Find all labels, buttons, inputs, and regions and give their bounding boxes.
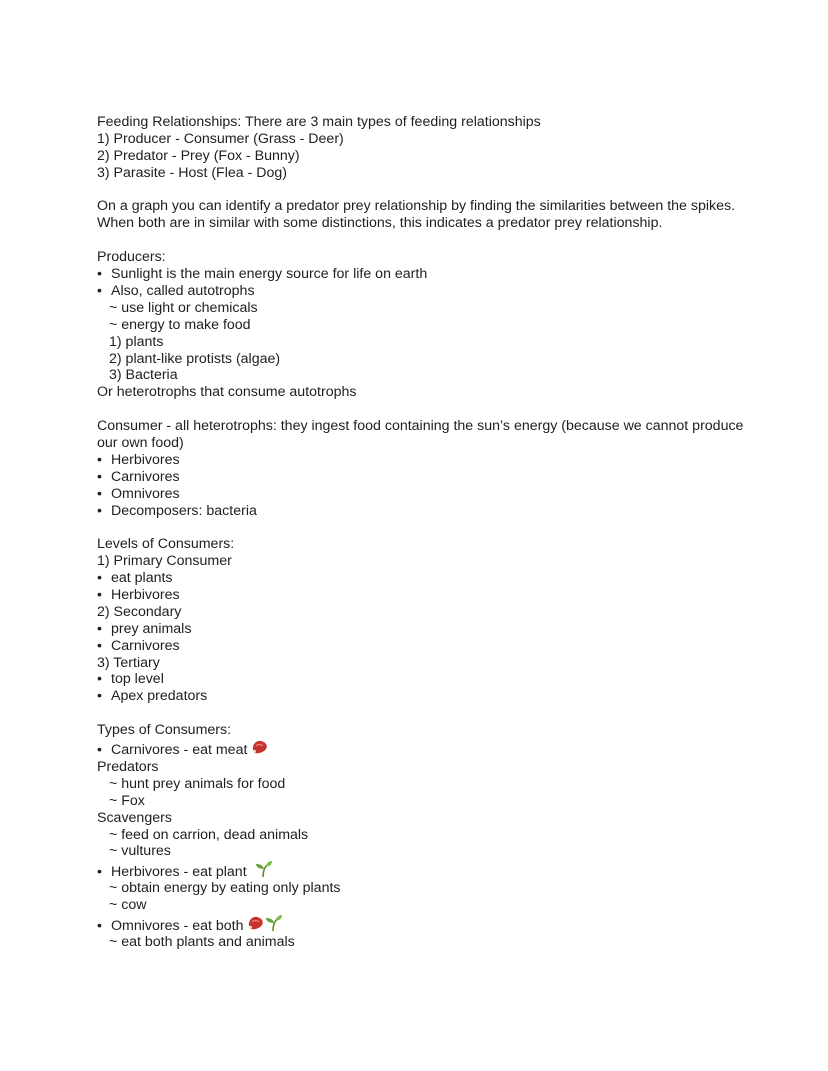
producer-type: 2) plant-like protists (algae) <box>109 350 281 367</box>
level-title: 1) Primary Consumer <box>97 553 232 570</box>
bullet-text: Carnivores <box>111 637 180 654</box>
bullet-glyph: • <box>97 468 102 485</box>
sub-item: ~ Fox <box>109 792 145 809</box>
bullet-text: Also, called autotrophs <box>111 282 255 299</box>
bullet-text: Apex predators <box>111 688 208 705</box>
sub-item: ~ hunt prey animals for food <box>109 775 286 792</box>
bullet-item <box>97 486 757 503</box>
bullet-item <box>97 621 757 638</box>
bullet-glyph: • <box>97 864 102 881</box>
bullet-text: Decomposers: bacteria <box>111 502 257 519</box>
bullet-glyph: • <box>97 637 102 654</box>
sub-item: ~ eat both plants and animals <box>109 934 295 951</box>
scavengers-label: Scavengers <box>97 809 172 826</box>
bullet-item <box>97 503 757 520</box>
types-heading: Types of Consumers: <box>97 722 232 739</box>
bullet-item <box>97 739 757 759</box>
bullet-glyph: • <box>97 688 102 705</box>
bullet-glyph: • <box>97 282 102 299</box>
bullet-glyph: • <box>97 451 102 468</box>
levels-heading: Levels of Consumers: <box>97 536 235 553</box>
bullet-glyph: • <box>97 620 102 637</box>
feeding-item: 1) Producer - Consumer (Grass - Deer) <box>97 130 344 147</box>
producers-heading: Producers: <box>97 249 166 266</box>
producer-type: 3) Bacteria <box>109 367 178 384</box>
sub-item: ~ energy to make food <box>109 316 251 333</box>
bullet-text: eat plants <box>111 570 173 587</box>
bullet-text: Omnivores <box>111 485 180 502</box>
bullet-glyph: • <box>97 741 102 758</box>
producers-footer: Or heterotrophs that consume autotrophs <box>97 384 357 401</box>
feeding-item: 2) Predator - Prey (Fox - Bunny) <box>97 147 300 164</box>
sub-item: ~ use light or chemicals <box>109 299 258 316</box>
feeding-intro: Feeding Relationships: There are 3 main types of feeding relationships <box>97 114 541 130</box>
sub-item: ~ vultures <box>109 843 171 860</box>
bullet-text: Carnivores <box>111 468 180 485</box>
sub-item: ~ obtain energy by eating only plants <box>109 880 341 897</box>
meat-icon <box>251 739 269 761</box>
graph-note: On a graph you can identify a predator prey relationship by finding the similarities between the spikes. When both are in similar with some distinctions, this indicates a predator prey relationship. <box>97 198 736 232</box>
bullet-text: Herbivores - eat plant <box>111 864 247 881</box>
predators-label: Predators <box>97 759 159 776</box>
level-title: 2) Secondary <box>97 603 182 620</box>
bullet-item <box>97 452 757 469</box>
sub-item: ~ feed on carrion, dead animals <box>109 826 309 843</box>
bullet-item <box>97 570 757 587</box>
bullet-item <box>97 587 757 604</box>
bullet-item <box>97 671 757 688</box>
bullet-text: Omnivores - eat both <box>111 917 244 934</box>
bullet-item <box>97 283 757 300</box>
bullet-glyph: • <box>97 485 102 502</box>
producer-type: 1) plants <box>109 333 164 350</box>
level-title: 3) Tertiary <box>97 654 160 671</box>
bullet-item <box>97 638 757 655</box>
bullet-text: Sunlight is the main energy source for life on earth <box>111 266 428 283</box>
notes-body <box>97 114 757 951</box>
consumer-heading: Consumer - all heterotrophs: they ingest food containing the sun’s energy (because we cannot produce our own food) <box>97 418 744 451</box>
bullet-glyph: • <box>97 671 102 688</box>
bullet-text: Herbivores <box>111 451 180 468</box>
bullet-glyph: • <box>97 570 102 587</box>
bullet-glyph: • <box>97 917 102 934</box>
bullet-text: Carnivores - eat meat <box>111 741 248 758</box>
bullet-item <box>97 914 757 934</box>
bullet-text: Herbivores <box>111 587 180 603</box>
bullet-item <box>97 469 757 486</box>
bullet-item <box>97 688 757 705</box>
bullet-text: prey animals <box>111 620 192 637</box>
bullet-glyph: • <box>97 587 102 603</box>
feeding-item: 3) Parasite - Host (Flea - Dog) <box>97 164 288 181</box>
bullet-glyph: • <box>97 502 102 519</box>
bullet-item <box>97 266 757 283</box>
bullet-text: top level <box>111 671 164 688</box>
bullet-glyph: • <box>97 266 102 283</box>
sub-item: ~ cow <box>109 897 147 914</box>
bullet-item <box>97 860 757 880</box>
